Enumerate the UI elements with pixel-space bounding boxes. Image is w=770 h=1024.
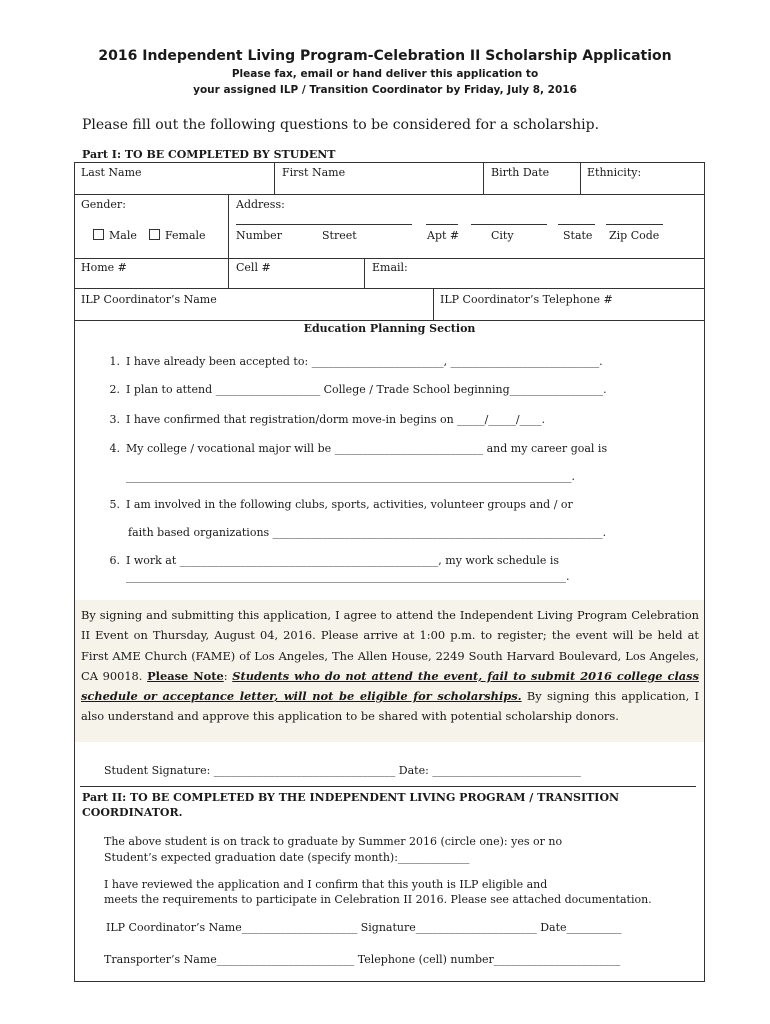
question-text: My college / vocational major will be ___________________________ and my career goal is [126, 442, 608, 455]
city-line[interactable] [471, 224, 547, 225]
coordinator-phone-field[interactable]: ILP Coordinator’s Telephone # [440, 293, 613, 306]
male-checkbox[interactable] [93, 229, 104, 240]
street-line[interactable] [236, 224, 412, 225]
question-text: I have confirmed that registration/dorm move-in begins on _____/_____/____. [126, 413, 546, 426]
home-phone-field[interactable]: Home # [81, 261, 127, 274]
city-label: City [491, 229, 514, 242]
transporter-line[interactable]: Transporter’s Name_________________________ Telephone (cell) number_______________________ [104, 953, 621, 966]
instructions-line-1: Please fax, email or hand deliver this application to [231, 68, 539, 80]
street-label: Street [322, 229, 357, 242]
female-label: Female [165, 229, 206, 242]
gender-label: Gender: [81, 198, 126, 211]
agreement-notice [75, 600, 704, 742]
state-line[interactable] [558, 224, 595, 225]
part1-heading: Part I: TO BE COMPLETED BY STUDENT [82, 148, 336, 161]
male-label: Male [109, 229, 137, 242]
coordinator-name-field[interactable]: ILP Coordinator’s Name [81, 293, 217, 306]
female-checkbox[interactable] [149, 229, 160, 240]
question-number: 2. [109, 383, 120, 396]
question-text: I work at _______________________________________________, my work schedule is [126, 554, 560, 567]
col-divider [580, 162, 581, 194]
cell-phone-field[interactable]: Cell # [236, 261, 271, 274]
expected-graduation-field[interactable]: Student’s expected graduation date (specify month):_____________ [104, 851, 470, 864]
row-divider [74, 258, 705, 259]
agreement-text [81, 605, 699, 727]
question-5-continued[interactable]: faith based organizations ____________________________________________________________. [128, 526, 607, 539]
review-statement-2: meets the requirements to participate in Celebration II 2016. Please see attached documentation. [104, 893, 652, 906]
question-text: I am involved in the following clubs, sports, activities, volunteer groups and / or [126, 498, 573, 511]
question-text: I have already been accepted to: ________________________, ___________________________. [126, 355, 603, 368]
intro-text: Please fill out the following questions to be considered for a scholarship. [82, 117, 600, 133]
row-divider [74, 194, 705, 195]
apt-line[interactable] [426, 224, 458, 225]
please-note-label: Please Note [147, 668, 224, 683]
question-number: 3. [109, 413, 120, 426]
question-number: 5. [109, 498, 120, 511]
number-label: Number [236, 229, 282, 242]
review-statement-1: I have reviewed the application and I confirm that this youth is ILP eligible and [104, 878, 548, 891]
col-divider [274, 162, 275, 194]
row-divider [74, 288, 705, 289]
colon: : [223, 668, 233, 683]
question-number: 4. [109, 442, 120, 455]
education-section-title: Education Planning Section [303, 322, 476, 335]
last-name-field[interactable]: Last Name [81, 166, 142, 179]
part2-heading: Part II: TO BE COMPLETED BY THE INDEPENDENT LIVING PROGRAM / TRANSITION COORDINATOR. [82, 791, 620, 819]
question-text: I plan to attend ___________________ College / Trade School beginning_________________. [126, 383, 607, 396]
zip-label: Zip Code [609, 229, 660, 242]
agreement-part-1: By signing and submitting this application, I agree to attend the Independent Living Program Celebration II Event on Thursday, August 04, 2016. Please arrive at 1:00 p.m. to register; the event will be held at First AME Church (FAME) of Los Angeles, The Allen House, 2249 South Harvard Boulevard, Los Angeles, CA 90018. [81, 608, 699, 683]
col-divider [483, 162, 484, 194]
graduation-track-text: The above student is on track to graduate by Summer 2016 (circle one): yes or no [104, 835, 563, 848]
col-divider [433, 288, 434, 320]
gender-female-option[interactable] [149, 229, 206, 242]
section-separator [80, 786, 696, 787]
address-label: Address: [236, 198, 285, 211]
email-field[interactable]: Email: [372, 261, 408, 274]
question-number: 6. [109, 554, 120, 567]
col-divider [364, 258, 365, 288]
gender-male-option[interactable] [93, 229, 137, 242]
agreement-part-2: By signing this application, I also understand and approve this application to be shared with potential scholarship donors. [81, 689, 699, 724]
question-4-continued[interactable]: _________________________________________________________________________________. [126, 470, 575, 483]
ethnicity-field[interactable]: Ethnicity: [587, 166, 642, 179]
instructions-line-2: your assigned ILP / Transition Coordinator by Friday, July 8, 2016 [193, 84, 577, 96]
apt-label: Apt # [427, 229, 460, 242]
zip-line[interactable] [606, 224, 663, 225]
col-divider [228, 194, 229, 288]
eligibility-warning: Students who do not attend the event, fail to submit 2016 college class schedule or acceptance letter, will not be eligible for scholarships. [81, 668, 699, 704]
state-label: State [563, 229, 593, 242]
form-title: 2016 Independent Living Program-Celebration II Scholarship Application [98, 48, 672, 64]
question-6-continued[interactable]: ________________________________________________________________________________. [126, 570, 570, 583]
student-signature-line[interactable]: Student Signature: _________________________________ Date: ___________________________ [104, 764, 581, 777]
question-number: 1. [109, 355, 120, 368]
birth-date-field[interactable]: Birth Date [491, 166, 550, 179]
first-name-field[interactable]: First Name [282, 166, 346, 179]
coordinator-signature-line[interactable]: ILP Coordinator’s Name_____________________ Signature______________________ Date__________ [106, 921, 622, 934]
row-divider [74, 320, 705, 321]
